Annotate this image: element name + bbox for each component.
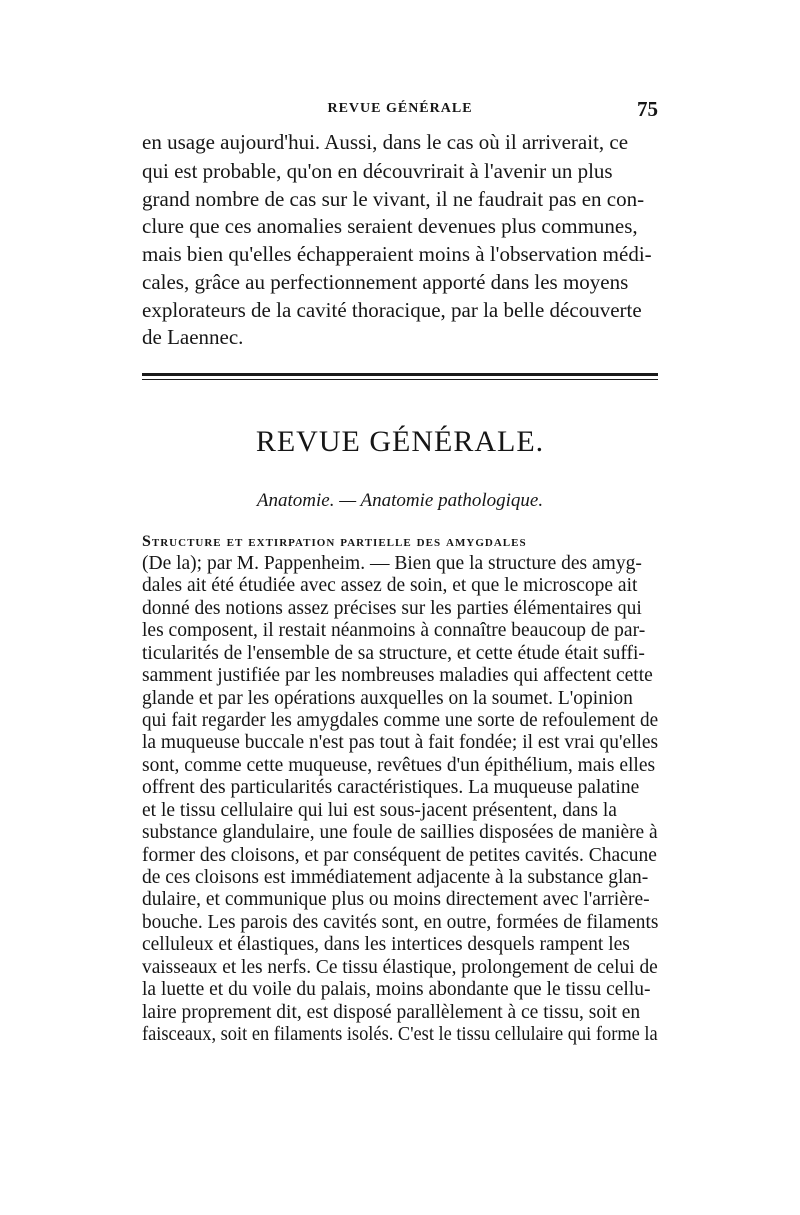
text-line: former des cloisons, et par conséquent de petites cavités. Chacune [142,845,657,866]
article-heading: Structure et extirpation partielle des amygdales [142,533,527,550]
text-line: vaisseaux et les nerfs. Ce tissu élastique, prolongement de celui de [142,957,658,978]
text-line: qui est probable, qu'on en découvrirait à l'avenir un plus [142,159,613,183]
text-line: la muqueuse buccale n'est pas tout à fait fondée; il est vrai qu'elles [142,732,659,753]
text-line: de ces cloisons est immédiatement adjacente à la substance glan- [142,867,649,888]
text-line: clure que ces anomalies seraient devenues plus communes, [142,214,638,238]
section-title: REVUE GÉNÉRALE. [255,425,545,458]
section-rule-thin [142,379,658,380]
text-line: explorateurs de la cavité thoracique, par la belle découverte [142,298,642,322]
text-line: dulaire, et communique plus ou moins directement avec l'arrière- [142,889,650,910]
text-line: les composent, il restait néanmoins à connaître beaucoup de par- [142,620,646,641]
text-line: offrent des particularités caractéristiques. La muqueuse palatine [142,777,640,798]
article-heading-line [142,531,658,553]
page-number: 75 [637,97,658,121]
section-rule-thick [142,373,658,376]
text-line: (De la); par M. Pappenheim. — Bien que la structure des amyg- [142,553,642,574]
text-line: ticularités de l'ensemble de sa structure, et cette étude était suffi- [142,643,645,664]
text-line: bouche. Les parois des cavités sont, en outre, formées de filaments [142,912,659,933]
text-line: celluleux et élastiques, dans les intertices desquels rampent les [142,934,630,955]
text-line: mais bien qu'elles échapperaient moins à l'observation médi- [142,242,652,266]
running-header [142,98,658,122]
text-line: glande et par les opérations auxquelles on la soumet. L'opinion [142,688,633,709]
text-line: et le tissu cellulaire qui lui est sous-jacent présentent, dans la [142,800,617,821]
running-title: REVUE GÉNÉRALE [327,101,473,116]
text-line: donné des notions assez précises sur les parties élémentaires qui [142,598,642,619]
text-line: laire proprement dit, est disposé parallèlement à ce tissu, soit en [142,1002,641,1023]
text-line: samment justifiée par les nombreuses maladies qui affectent cette [142,665,653,686]
text-line: grand nombre de cas sur le vivant, il ne faudrait pas en con- [142,187,645,211]
text-line: en usage aujourd'hui. Aussi, dans le cas où il arriverait, ce [142,130,629,154]
text-line: substance glandulaire, une foule de saillies disposées de manière à [142,822,658,843]
text-line: dales ait été étudiée avec assez de soin, et que le microscope ait [142,575,638,596]
text-line: faisceaux, soit en filaments isolés. C'est le tissu cellulaire qui forme la [142,1024,658,1045]
text-line: cales, grâce au perfectionnement apporté dans les moyens [142,270,629,294]
subsection-title: Anatomie. — Anatomie pathologique. [256,490,544,511]
text-line: de Laennec. [142,325,244,349]
text-line: qui fait regarder les amygdales comme une sorte de refoulement de [142,710,659,731]
text-line: sont, comme cette muqueuse, revêtues d'un épithélium, mais elles [142,755,656,776]
text-line: la luette et du voile du palais, moins abondante que le tissu cellu- [142,979,651,1000]
